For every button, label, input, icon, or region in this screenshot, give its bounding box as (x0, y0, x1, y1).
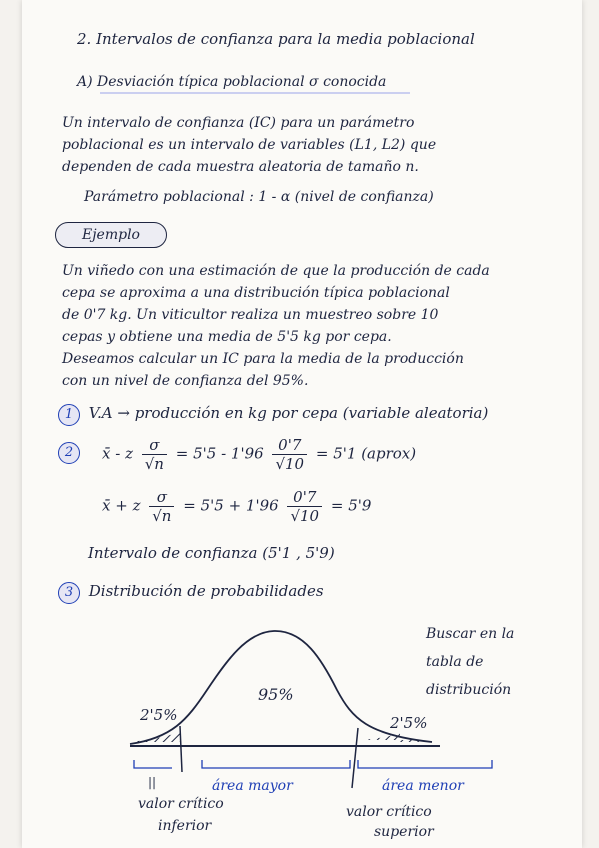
parameter-line: Parámetro poblacional : 1 - α (nivel de confianza) (84, 189, 434, 205)
step-number: 1 (58, 404, 80, 426)
lower-bound-result: = 5'1 (aprox) (315, 444, 417, 463)
definition-line: poblacional es un intervalo de variables (L1, L2) que (62, 137, 437, 153)
area-menor-label: área menor (382, 778, 464, 794)
example-line: Un viñedo con una estimación de que la producción de cada (62, 263, 490, 279)
upper-bound-formula: x̄ + z $\frac{\sigma}{√n}$ = 5'5 + 1'96 $\frac{0'7}{√10}$ = 5'9 (102, 488, 372, 525)
right-bracket (358, 760, 492, 768)
upper-critical-label-2: superior (374, 824, 434, 840)
sigma-over-root-n: $\frac{\sigma}{√n}$ (149, 488, 174, 525)
step-3-text: Distribución de probabilidades (88, 582, 324, 600)
section-heading: 2. Intervalos de confianza para la media poblacional (77, 30, 475, 48)
numeric-fraction: $\frac{0'7}{√10}$ (287, 488, 322, 525)
left-bracket (134, 760, 172, 768)
lower-critical-label: valor crítico (138, 796, 224, 812)
example-line: cepa se aproxima a una distribución típica poblacional (62, 285, 450, 301)
middle-bracket (202, 760, 350, 768)
example-line: cepas y obtiene una media de 5'5 kg por cepa. (62, 329, 392, 345)
lower-bound-formula: x̄ - z $\frac{\sigma}{√n}$ = 5'5 - 1'96 $\frac{0'7}{√10}$ = 5'1 (aprox) (102, 436, 417, 473)
upper-critical-label: valor crítico (346, 804, 432, 820)
definition-line: dependen de cada muestra aleatoria de tamaño n. (62, 159, 419, 175)
lower-critical-line (180, 726, 182, 772)
example-line: de 0'7 kg. Un viticultor realiza un muestreo sobre 10 (62, 307, 439, 323)
right-tail-percent: 2'5% (390, 714, 428, 732)
area-mayor-label: área mayor (212, 778, 293, 794)
lower-critical-label-2: inferior (158, 818, 212, 834)
side-note: Buscar en la tabla de distribución (426, 626, 515, 698)
right-tail-shading (362, 732, 422, 742)
upper-bound-result: = 5'9 (330, 496, 372, 515)
normal-distribution-diagram (22, 0, 582, 848)
definition-line: Un intervalo de confianza (IC) para un parámetro (62, 115, 415, 131)
numeric-fraction: $\frac{0'7}{√10}$ (272, 436, 307, 473)
subsection-heading: A) Desviación típica poblacional σ conocida (77, 74, 387, 90)
step-number: 3 (58, 582, 80, 604)
upper-critical-line (352, 728, 358, 788)
sigma-over-root-n: $\frac{\sigma}{√n}$ (142, 436, 167, 473)
left-tail-percent: 2'5% (140, 706, 178, 724)
notebook-page (22, 0, 582, 848)
example-label: Ejemplo (55, 222, 167, 248)
step-number: 2 (58, 442, 80, 464)
left-tick: || (148, 775, 157, 789)
confidence-interval-result: Intervalo de confianza (5'1 , 5'9) (88, 544, 335, 562)
step-1-text: V.A → producción en kg por cepa (variable aleatoria) (88, 404, 489, 422)
example-line: con un nivel de confianza del 95%. (62, 373, 309, 389)
example-line: Deseamos calcular un IC para la media de la producción (62, 351, 464, 367)
center-percent: 95% (258, 685, 294, 704)
